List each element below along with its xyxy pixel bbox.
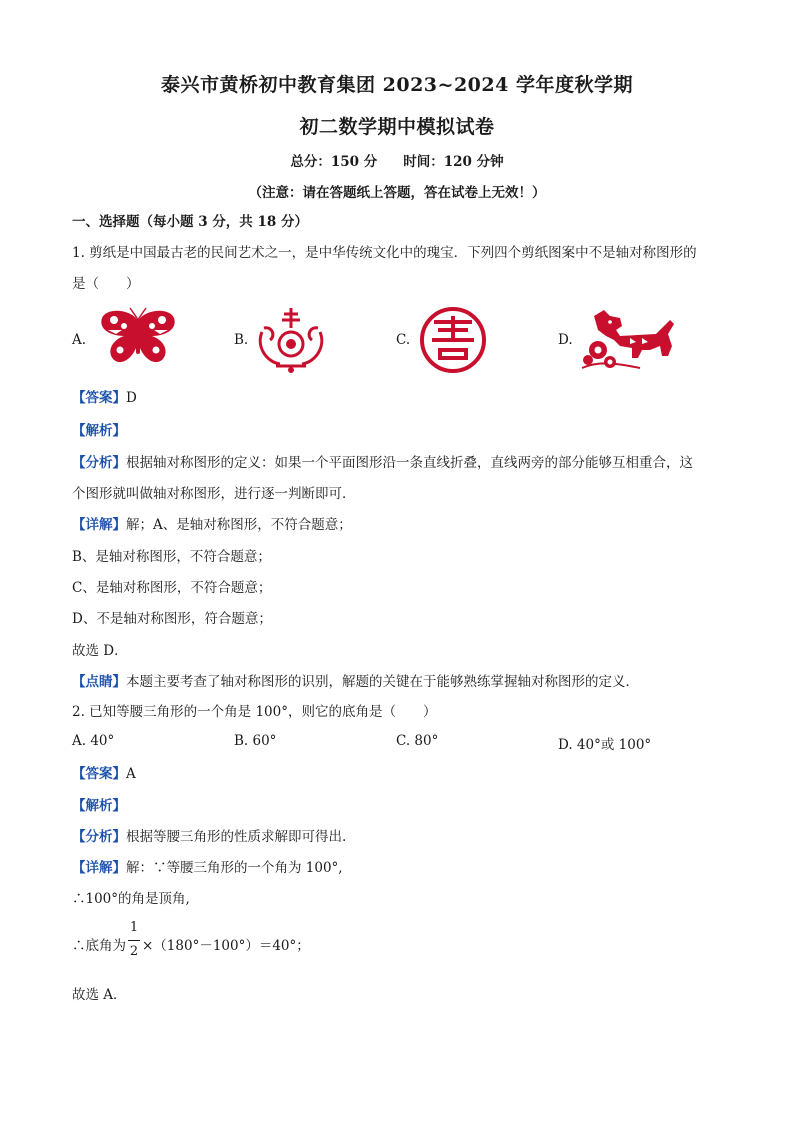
q1-fenxi-line2: 个图形就叫做轴对称图形，进行逐一判断即可． (72, 486, 356, 502)
q1-detail-line4: D、不是轴对称图形，符合题意； (72, 611, 272, 627)
q1-option-c (396, 306, 506, 378)
q1-stem-line2: 是（ ） (72, 276, 140, 292)
butterfly-papercut-icon (98, 306, 178, 370)
q1-answer-tag: 【答案】 (72, 390, 126, 406)
q2-conclusion: 故选 A． (72, 987, 127, 1003)
q2-detail-line3-prefix: ∴底角为 (72, 938, 126, 954)
q2-choice-a: A. 40° (72, 733, 115, 749)
q1-option-d (558, 306, 688, 378)
q1-comment: 【点睛】本题主要考查了轴对称图形的识别，解题的关键在于能够熟练掌握轴对称图形的定义． (72, 674, 639, 690)
q2-choice-d: D. 40°或 100° (558, 737, 652, 753)
exam-time: 时间：120 分钟 (403, 154, 504, 170)
q1-option-a (72, 306, 182, 378)
q2-detail-tag: 【详解】 (72, 860, 126, 876)
exam-title-line2: 初二数学期中模拟试卷 (299, 116, 495, 138)
exam-meta (0, 150, 794, 170)
q2-choice-c: C. 80° (396, 733, 439, 749)
q1-fenxi-tag: 【分析】 (72, 455, 126, 471)
q1-option-d-label: D. (558, 332, 573, 348)
q1-answer (72, 388, 732, 408)
q1-stem-line1: 1. 剪纸是中国最古老的民间艺术之一，是中华传统文化中的瑰宝．下列四个剪纸图案中不是轴对称图形的 (72, 245, 697, 261)
q1-answer-value: D (126, 390, 137, 406)
dog-papercut-icon (580, 306, 680, 372)
q2-detail-line1: 【详解】解：∵等腰三角形的一个角为 100°, (72, 860, 343, 876)
q2-detail-line3 (72, 936, 732, 956)
q2-answer-tag: 【答案】 (72, 766, 126, 782)
q1-options (72, 306, 732, 378)
q2-answer (72, 764, 732, 784)
q2-stem: 2. 已知等腰三角形的一个角是 100°，则它的底角是（ ） (72, 704, 437, 720)
q2-analysis-tag: 【解析】 (72, 798, 126, 814)
q2-detail-line3-suffix: ×（180°－100°）＝40°； (142, 938, 310, 954)
q1-option-b (234, 306, 344, 378)
q1-option-c-label: C. (396, 332, 411, 348)
q1-detail-line3: C、是轴对称图形，不符合题意； (72, 580, 272, 596)
q1-detail-tag: 【详解】 (72, 517, 126, 533)
fraction-denominator: 2 (129, 944, 139, 959)
q2-detail-line2: ∴100°的角是顶角, (72, 891, 190, 907)
q2-fenxi: 【分析】根据等腰三角形的性质求解即可得出. (72, 829, 347, 845)
fraction-bar (128, 940, 140, 941)
q1-option-b-label: B. (234, 332, 249, 348)
q2-answer-value: A (126, 766, 136, 782)
double-happiness-papercut-icon (418, 306, 488, 374)
q1-detail-line1: 【详解】解；A、是轴对称图形，不符合题意； (72, 517, 352, 533)
q1-comment-tag: 【点睛】 (72, 674, 126, 690)
exam-title-line1: 泰兴市黄桥初中教育集团 2023~2024 学年度秋学期 (161, 74, 633, 96)
fraction-numerator: 1 (129, 920, 139, 935)
total-score: 总分：150 分 (290, 154, 378, 170)
q2-fenxi-tag: 【分析】 (72, 829, 126, 845)
section-heading: 一、选择题（每小题 3 分，共 18 分） (72, 214, 308, 230)
q1-option-a-label: A. (72, 332, 87, 348)
q1-fenxi-line1: 【分析】根据轴对称图形的定义：如果一个平面图形沿一条直线折叠，直线两旁的部分能够互相重合，这 (72, 455, 693, 471)
q1-analysis-tag: 【解析】 (72, 423, 126, 439)
ornament-papercut-icon (254, 306, 328, 374)
q1-detail-line2: B、是轴对称图形，不符合题意； (72, 549, 271, 565)
q1-conclusion: 故选 D． (72, 643, 128, 659)
q2-choice-b: B. 60° (234, 733, 277, 749)
exam-notice: （注意：请在答题纸上答题，答在试卷上无效！） (248, 185, 546, 201)
